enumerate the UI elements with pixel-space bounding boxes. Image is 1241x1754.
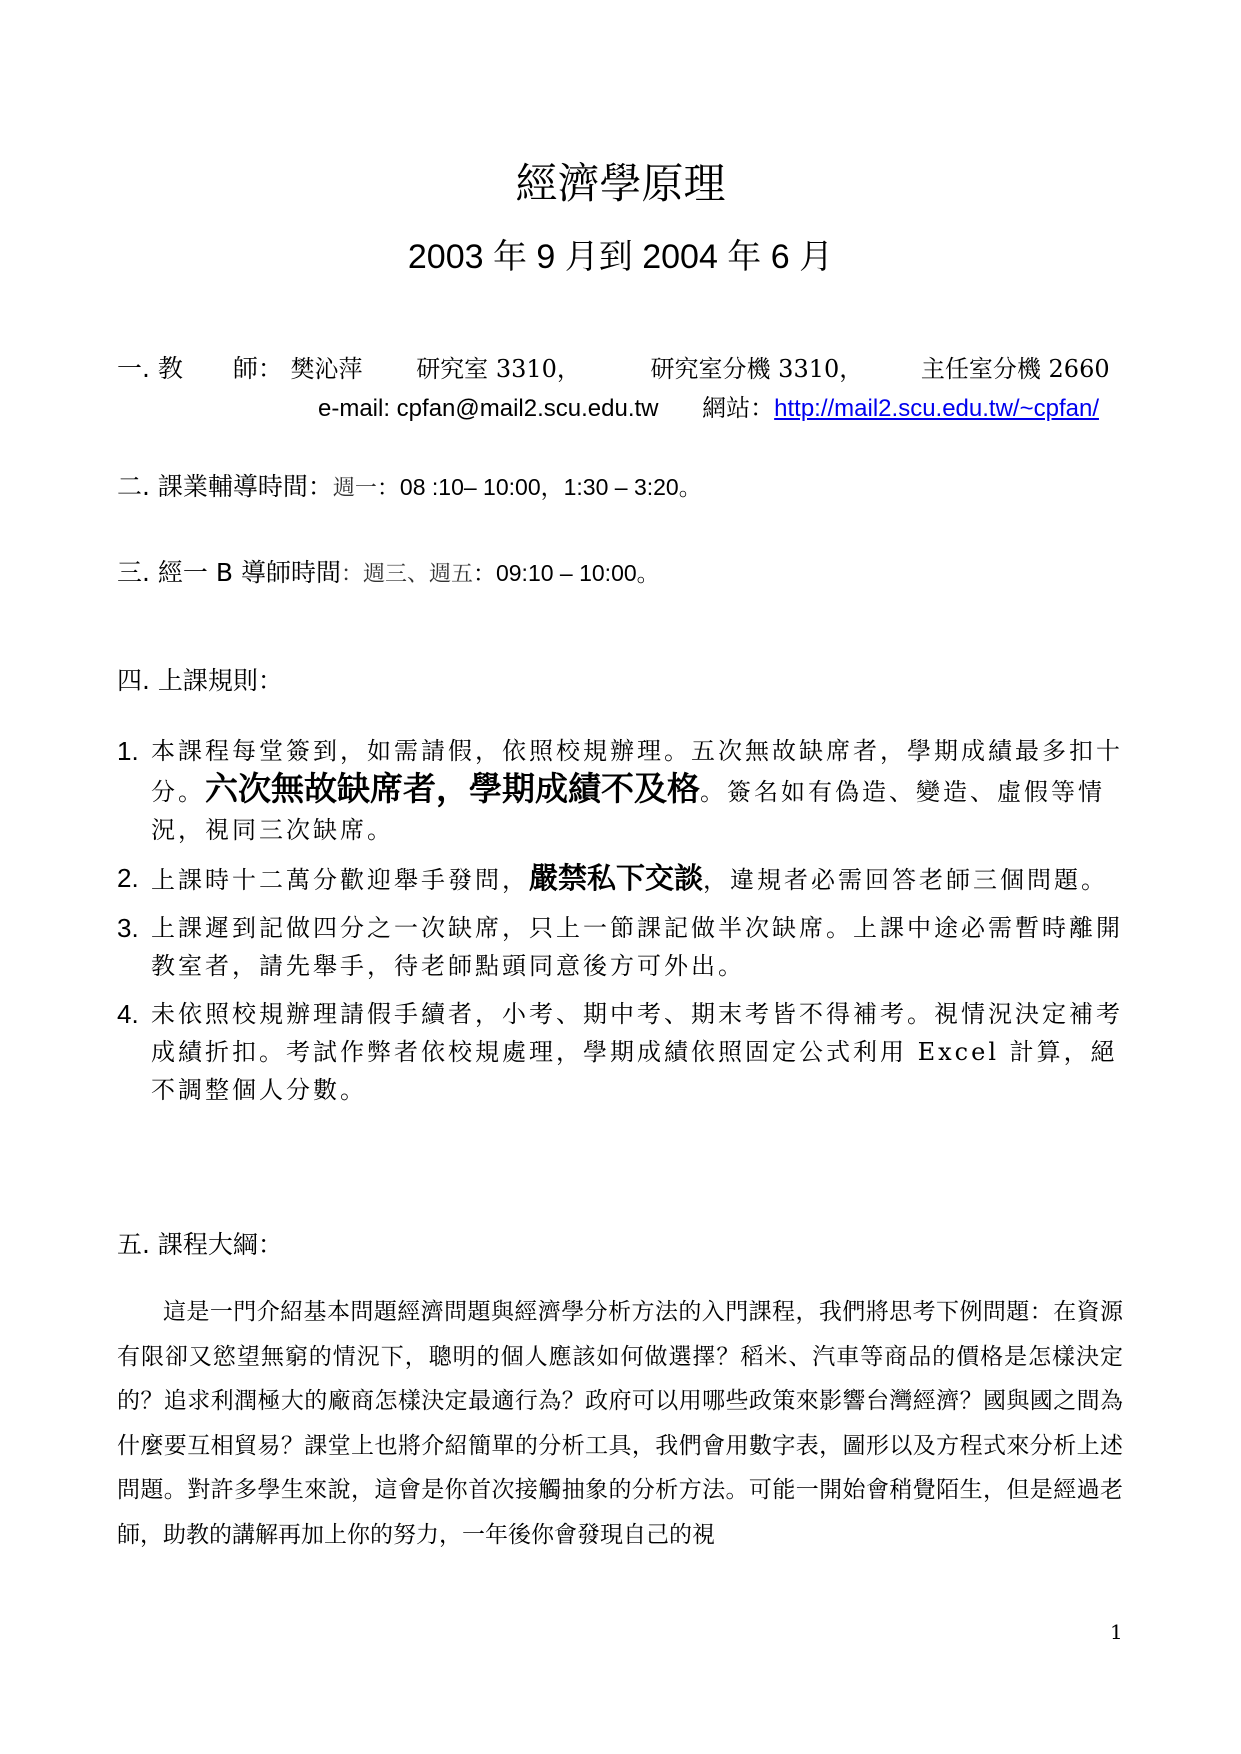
tutoring-day: 週一 — [332, 476, 377, 501]
rule-number: 4. — [117, 999, 139, 1029]
teacher-contact — [318, 391, 1099, 426]
rule-emphasis: 六次無故缺席者，學期成績不及格 — [205, 769, 700, 808]
tutoring-heading: 二. 課業輔導時間： — [117, 472, 333, 501]
page-title: 經濟學原理 — [515, 159, 726, 208]
outline-heading-row — [117, 1228, 283, 1265]
rule-item — [117, 995, 1127, 1109]
mentor-section — [117, 556, 660, 593]
rules-heading-row — [117, 664, 283, 701]
teacher-section — [117, 352, 1110, 386]
teacher-site-link[interactable]: http://mail2.scu.edu.tw/~cpfan/ — [774, 395, 1099, 422]
mentor-heading: 三. 經一 B 導師時間 — [117, 558, 341, 587]
teacher-site-label: 網站： — [702, 394, 775, 422]
rules-heading: 四. 上課規則： — [117, 666, 283, 695]
teacher-office-ext: 研究室分機 3310， — [650, 355, 864, 383]
rule-text: ，違規者必需回答老師三個問題。 — [703, 866, 1109, 894]
rule-item — [117, 859, 1127, 899]
rule-number: 1. — [117, 736, 139, 766]
rule-item — [117, 732, 1127, 849]
tutoring-times: ：08 :10– 10:00，1:30 – 3:20。 — [376, 474, 702, 500]
mentor-days: ：週三、週五 — [340, 562, 473, 587]
rule-text: 上課時十二萬分歡迎舉手發問， — [151, 866, 529, 894]
rule-text: 。簽名如有偽造、變造、虛假等情況，視同三次缺席。 — [151, 778, 1105, 844]
teacher-email: e-mail: cpfan@mail2.scu.edu.tw — [318, 395, 659, 422]
mentor-times: ：09:10 – 10:00。 — [472, 560, 660, 586]
page-subtitle: 2003 年 9 月到 2004 年 6 月 — [407, 238, 834, 276]
teacher-heading: 一. 教 師： — [117, 354, 283, 383]
rule-text: 未依照校規辦理請假手續者，小考、期中考、期末考皆不得補考。視情況決定補考成績折扣。考試作弊者依校規處理，學期成績依照固定公式利用 Excel 計算，絕不調整個人分數。 — [151, 1000, 1123, 1104]
rule-number: 2. — [117, 863, 139, 893]
rule-text: 本課程每堂簽到，如需請假，依照校規辦理。五次無故缺席者，學期成績最多扣十分。 — [151, 737, 1123, 806]
rules-list — [117, 732, 1127, 1119]
rule-emphasis: 嚴禁私下交談 — [529, 861, 704, 895]
teacher-name: 樊沁萍 — [290, 355, 363, 383]
teacher-office: 研究室 3310， — [416, 355, 581, 383]
outline-heading: 五. 課程大綱： — [117, 1230, 283, 1259]
outline-paragraph: 這是一門介紹基本問題經濟問題與經濟學分析方法的入門課程，我們將思考下例問題：在資源有限卻又慾望無窮的情況下，聰明的個人應該如何做選擇？稻米、汽車等商品的價格是怎樣決定的？追求利潤極大的廠商怎樣決定最適行為？政府可以用哪些政策來影響台灣經濟？國與國之間為什麼要互相貿易？課堂上也將介紹簡單的分析工具，我們會用數字表，圖形以及方程式來分析上述問題。對許多學生來說，這會是你首次接觸抽象的分析方法。可能一開始會稍覺陌生，但是經過老師，助教的講解再加上你的努力，一年後你會發現自己的視 — [117, 1299, 1123, 1548]
rule-number: 3. — [117, 913, 139, 943]
page-number: 1 — [1110, 1620, 1123, 1644]
tutoring-section — [117, 470, 702, 507]
rule-text: 上課遲到記做四分之一次缺席，只上一節課記做半次缺席。上課中途必需暫時離開教室者，請先舉手，待老師點頭同意後方可外出。 — [151, 914, 1123, 980]
rule-item — [117, 909, 1127, 985]
teacher-director-ext: 主任室分機 2660 — [920, 355, 1110, 383]
